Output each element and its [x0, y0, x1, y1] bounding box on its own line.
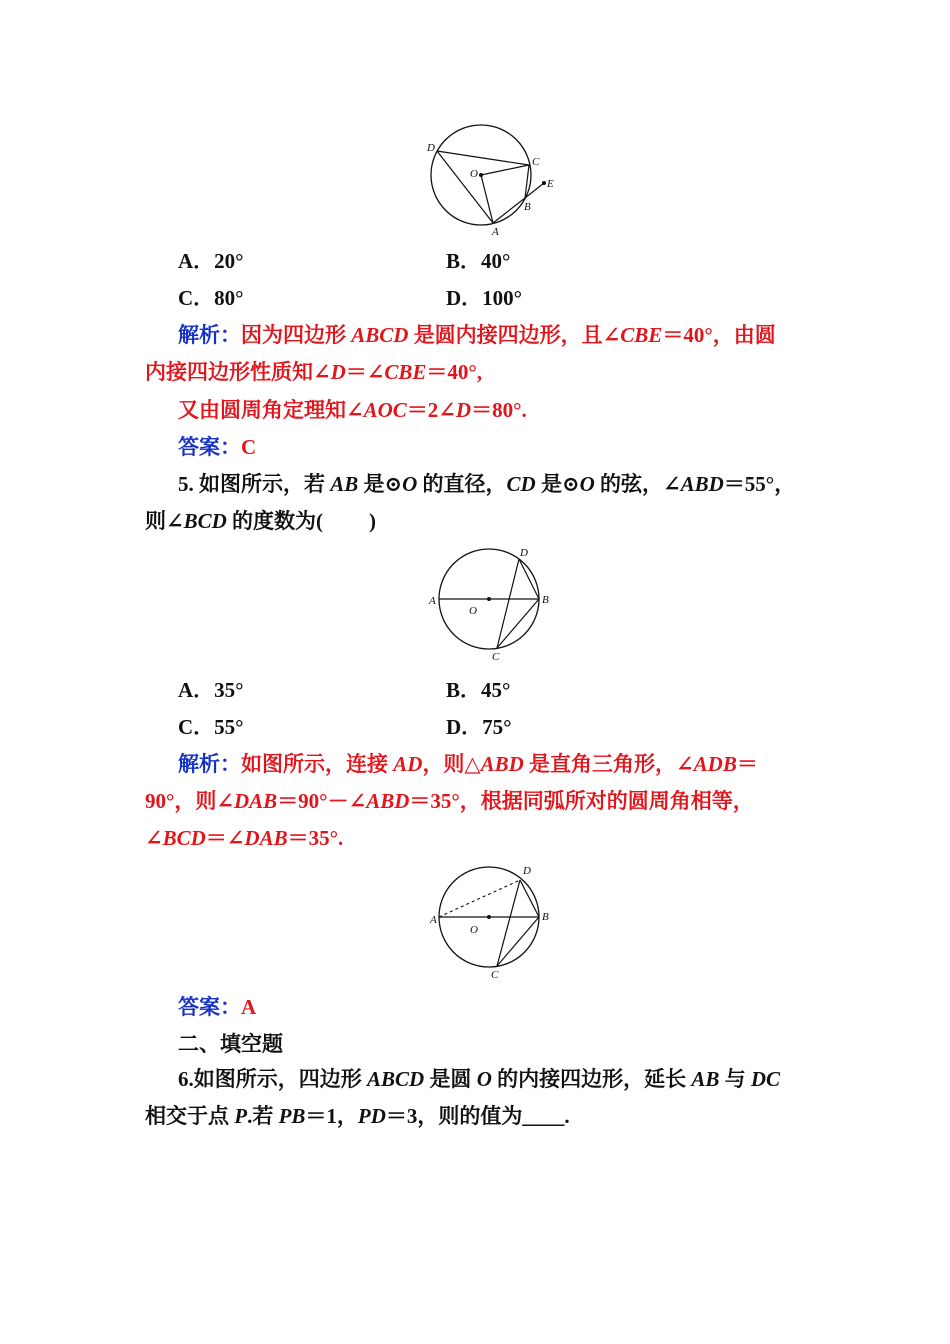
q5-answer — [178, 994, 256, 1020]
q6-text: 相交于点 — [145, 1104, 235, 1128]
q5-analysis-text: ＝90°－∠ — [277, 789, 367, 813]
q4-analysis-line2 — [145, 359, 482, 385]
q6-math: DC — [750, 1067, 781, 1091]
q5-analysis-label: 解析： — [178, 752, 241, 776]
q5-math: O — [579, 472, 595, 496]
q4-analysis-text: ＝40°，由圆 — [662, 323, 776, 347]
q4-analysis-label: 解析： — [178, 323, 241, 347]
q5-math: BCD — [162, 826, 206, 850]
point-O — [479, 173, 483, 177]
q5-answer-value: A — [241, 995, 257, 1019]
q5-text: ) — [369, 509, 377, 533]
q6-text: 是圆 — [424, 1067, 477, 1091]
point-O — [487, 915, 491, 919]
q5-analysis-line3 — [145, 825, 343, 851]
q5-text: 是⊙ — [358, 472, 403, 496]
q4-math: AOC — [363, 398, 407, 422]
label-A: A — [492, 226, 499, 238]
q4-option-c[interactable]: C．80° — [178, 286, 244, 310]
q6-text: 与 — [719, 1067, 751, 1091]
q5-analysis-text: ∠ — [145, 826, 163, 850]
q4-analysis-text: ＝80°. — [471, 398, 527, 422]
label-O: O — [469, 605, 477, 617]
q5-answer-label: 答案： — [178, 995, 241, 1019]
q5-math: DAB — [234, 789, 278, 813]
q6-stem-line1 — [178, 1066, 780, 1092]
q5-text: 的度数为( — [226, 509, 324, 533]
label-O: O — [470, 924, 478, 936]
q5-stem-line1 — [178, 471, 795, 497]
q5-analysis-line2 — [145, 788, 754, 814]
q5-math: CD — [506, 472, 536, 496]
q5-math: ABD — [366, 789, 410, 813]
figure-q4 — [425, 122, 565, 240]
q4-math: D — [455, 398, 472, 422]
q5-math: AB — [330, 472, 359, 496]
q5-text: 的直径， — [417, 472, 507, 496]
q4-analysis-line1 — [178, 322, 776, 348]
q6-text: ＝1， — [305, 1104, 358, 1128]
q6-math: P — [234, 1104, 248, 1128]
segment-BE — [525, 183, 544, 198]
q5-math: DAB — [244, 826, 288, 850]
label-A: A — [429, 595, 436, 607]
q4-option-d[interactable]: D．100° — [446, 286, 523, 310]
segment-DC — [437, 151, 529, 165]
figure-q5-analysis — [425, 863, 555, 983]
q6-math: PD — [357, 1104, 386, 1128]
q6-math: AB — [691, 1067, 720, 1091]
q4-analysis-text: 又由圆周角定理知∠ — [178, 398, 364, 422]
label-B: B — [542, 911, 549, 923]
q5-math: O — [402, 472, 418, 496]
segment-AD-dashed — [439, 880, 520, 917]
q5-analysis-text: 如图所示，连接 — [241, 752, 394, 776]
q4-option-a[interactable]: A．20° — [178, 249, 244, 273]
q5-analysis-text: ＝35°. — [287, 826, 344, 850]
label-C: C — [532, 156, 540, 168]
label-D: D — [523, 865, 531, 877]
q5-math: ADB — [693, 752, 737, 776]
q5-number: 5 — [178, 472, 189, 496]
q4-math: D — [330, 360, 346, 384]
label-B: B — [542, 594, 549, 606]
q5-analysis-text: ＝35°，根据同弧所对的圆周角相等， — [409, 789, 754, 813]
q5-option-d[interactable]: D．75° — [446, 715, 512, 739]
q5-math: BCD — [183, 509, 227, 533]
q6-stem-line2 — [145, 1103, 570, 1129]
q4-answer — [178, 434, 256, 460]
q5-option-c[interactable]: C．55° — [178, 715, 244, 739]
q5-text: 是⊙ — [535, 472, 580, 496]
q6-text: ＝3，则的值为 — [385, 1104, 523, 1128]
label-O: O — [470, 168, 478, 180]
q5-math: AD — [393, 752, 423, 776]
label-E: E — [547, 178, 554, 190]
section-title: 二、填空题 — [178, 1032, 283, 1056]
q5-text: 则∠ — [145, 509, 184, 533]
point-E — [542, 181, 546, 185]
q5-analysis-text: ＝ — [736, 752, 758, 776]
label-B: B — [524, 201, 531, 213]
q5-math: ABD — [480, 752, 524, 776]
label-D: D — [520, 547, 528, 559]
q4-analysis-line3 — [178, 397, 527, 423]
segment-DB — [519, 559, 539, 599]
q6-math: PB — [278, 1104, 306, 1128]
q4-analysis-text: ＝∠ — [345, 360, 385, 384]
q4-answer-label: 答案： — [178, 435, 241, 459]
q5-analysis-text: ，则△ — [422, 752, 481, 776]
segment-AB — [493, 198, 525, 223]
q4-math: ABCD — [351, 323, 409, 347]
q5-stem-line2 — [145, 508, 376, 534]
q5-text: . 如图所示，若 — [188, 472, 331, 496]
point-O — [487, 597, 491, 601]
q4-math: CBE — [384, 360, 427, 384]
q5-math: ABD — [680, 472, 724, 496]
q6-text: .若 — [247, 1104, 279, 1128]
q5-text: ＝55°， — [723, 472, 796, 496]
label-D: D — [427, 142, 435, 154]
q4-option-b[interactable]: B．40° — [446, 249, 511, 273]
q5-analysis-line1 — [178, 751, 758, 777]
q4-analysis-text: 因为四边形 — [241, 323, 352, 347]
q4-answer-value: C — [241, 435, 257, 459]
q4-analysis-text: 是圆内接四边形，且∠ — [408, 323, 621, 347]
q6-math: ABCD — [367, 1067, 425, 1091]
segment-OC — [481, 165, 529, 175]
q4-analysis-text: ＝40°, — [426, 360, 483, 384]
q6-text: 的内接四边形，延长 — [491, 1067, 692, 1091]
q5-analysis-text: ＝∠ — [205, 826, 245, 850]
figure-q5 — [425, 545, 555, 665]
q4-math: CBE — [620, 323, 663, 347]
q6-text: 6.如图所示，四边形 — [178, 1067, 367, 1091]
q6-answer-blank[interactable]: ____ — [522, 1104, 565, 1128]
q5-text: 的弦，∠ — [594, 472, 681, 496]
q5-option-b[interactable]: B．45° — [446, 678, 511, 702]
q4-analysis-text: 内接四边形性质知∠ — [145, 360, 331, 384]
label-C: C — [492, 651, 500, 663]
label-C: C — [491, 969, 499, 981]
q5-analysis-text: 是直角三角形，∠ — [523, 752, 694, 776]
q6-text: . — [564, 1104, 570, 1128]
q4-analysis-text: ＝2∠ — [406, 398, 456, 422]
q5-option-a[interactable]: A．35° — [178, 678, 244, 702]
q6-math: O — [476, 1067, 492, 1091]
label-A: A — [430, 914, 437, 926]
q5-analysis-text: 90°，则∠ — [145, 789, 234, 813]
